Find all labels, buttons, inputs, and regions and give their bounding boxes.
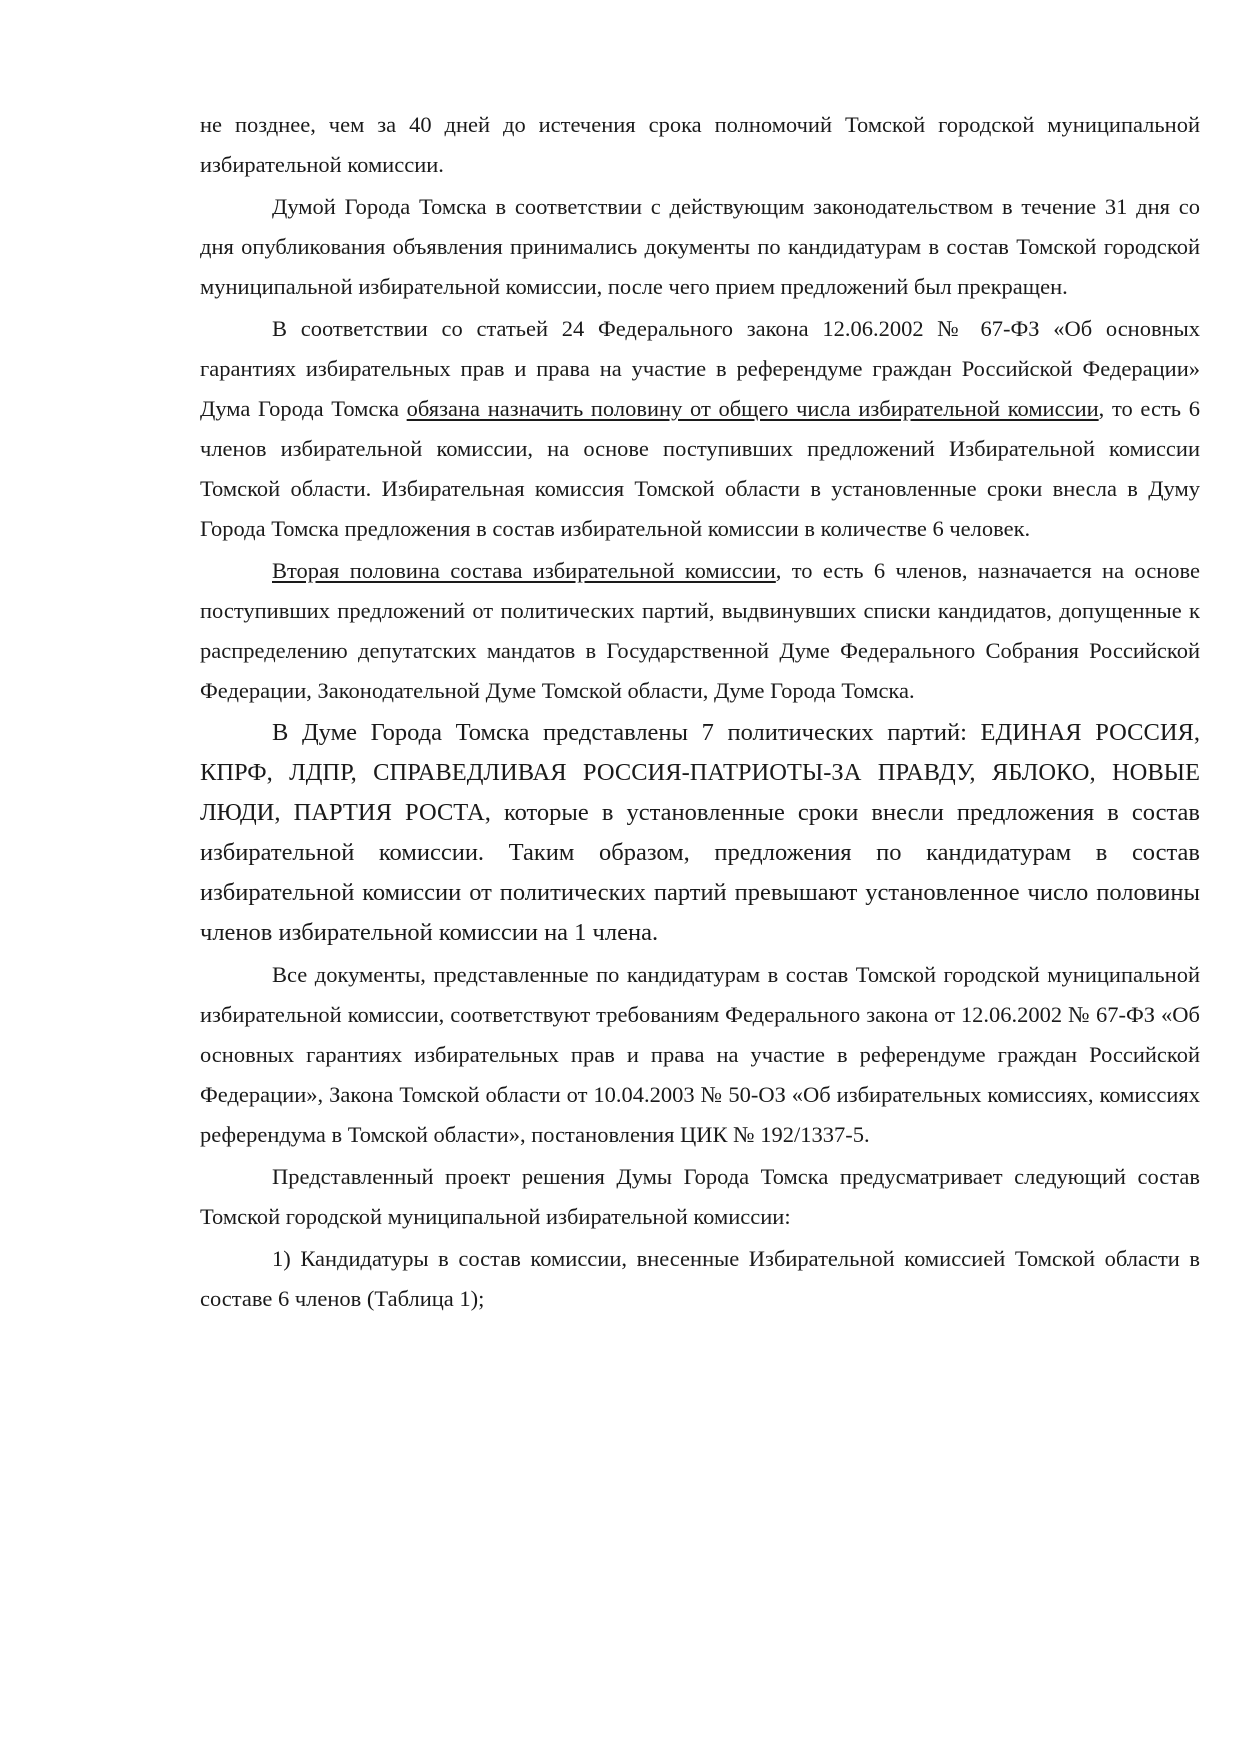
underlined-phrase: обязана назначить половину от общего числа избирательной комиссии [406,396,1099,421]
paragraph-text: В соответствии со статьей 24 Федерального закона 12.06.2002 № 67-ФЗ «Об основных гарантиях избирательных прав и права на участие в референдуме граждан Российской Федерации» Дума Города Томска [200,316,1200,421]
paragraph-continuation: не позднее, чем за 40 дней до истечения срока полномочий Томской городской муниципальной избирательной комиссии. [200,112,1200,177]
paragraph-list-item-1: 1) Кандидатуры в состав комиссии, внесенные Избирательной комиссией Томской области в составе 6 членов (Таблица 1); [200,1246,1200,1311]
paragraph-draft-decision: Представленный проект решения Думы Города Томска предусматривает следующий состав Томской городской муниципальной избирательной комиссии: [200,1164,1200,1229]
document-body [200,105,1200,1321]
paragraph-text: , то есть 6 членов избирательной комиссии, на основе поступивших предложений Избирательной комиссии Томской области. Избирательная комиссия Томской области в установленные сроки внесла в Думу Города Томска предложения в состав избирательной комиссии в количестве 6 человек. [200,396,1200,541]
paragraph-federal-law-article-24 [200,309,1200,549]
paragraph-text: , то есть 6 членов, назначается на основе поступивших предложений от политических партий, выдвинувших списки кандидатов, допущенные к распределению депутатских мандатов в Государственной Думе Федерального Собрания Российской Федерации, Законодательной Думе Томской области, Думе Города Томска. [200,558,1200,703]
underlined-phrase: Вторая половина состава избирательной комиссии [272,558,776,583]
paragraph-political-parties: В Думе Города Томска представлены 7 политических партий: ЕДИНАЯ РОССИЯ, КПРФ, ЛДПР, СПРАВЕДЛИВАЯ РОССИЯ-ПАТРИОТЫ-ЗА ПРАВДУ, ЯБЛОКО, НОВЫЕ ЛЮДИ, ПАРТИЯ РОСТА, которые в установленные сроки внесли предложения в состав избирательной комиссии. Таким образом, предложения по кандидатурам в состав избирательной комиссии от политических партий превышают установленное число половины членов избирательной комиссии на 1 члена. [200,719,1200,946]
paragraph-documents-compliance: Все документы, представленные по кандидатурам в состав Томской городской муниципальной избирательной комиссии, соответствуют требованиям Федерального закона от 12.06.2002 № 67-ФЗ «Об основных гарантиях избирательных прав и права на участие в референдуме граждан Российской Федерации», Закона Томской области от 10.04.2003 № 50-ОЗ «Об избирательных комиссиях, комиссиях референдума в Томской области», постановления ЦИК № 192/1337-5. [200,962,1200,1147]
paragraph-second-half [200,551,1200,711]
paragraph-duma-documents: Думой Города Томска в соответствии с действующим законодательством в течение 31 дня со дня опубликования объявления принимались документы по кандидатурам в состав Томской городской муниципальной избирательной комиссии, после чего прием предложений был прекращен. [200,194,1200,299]
